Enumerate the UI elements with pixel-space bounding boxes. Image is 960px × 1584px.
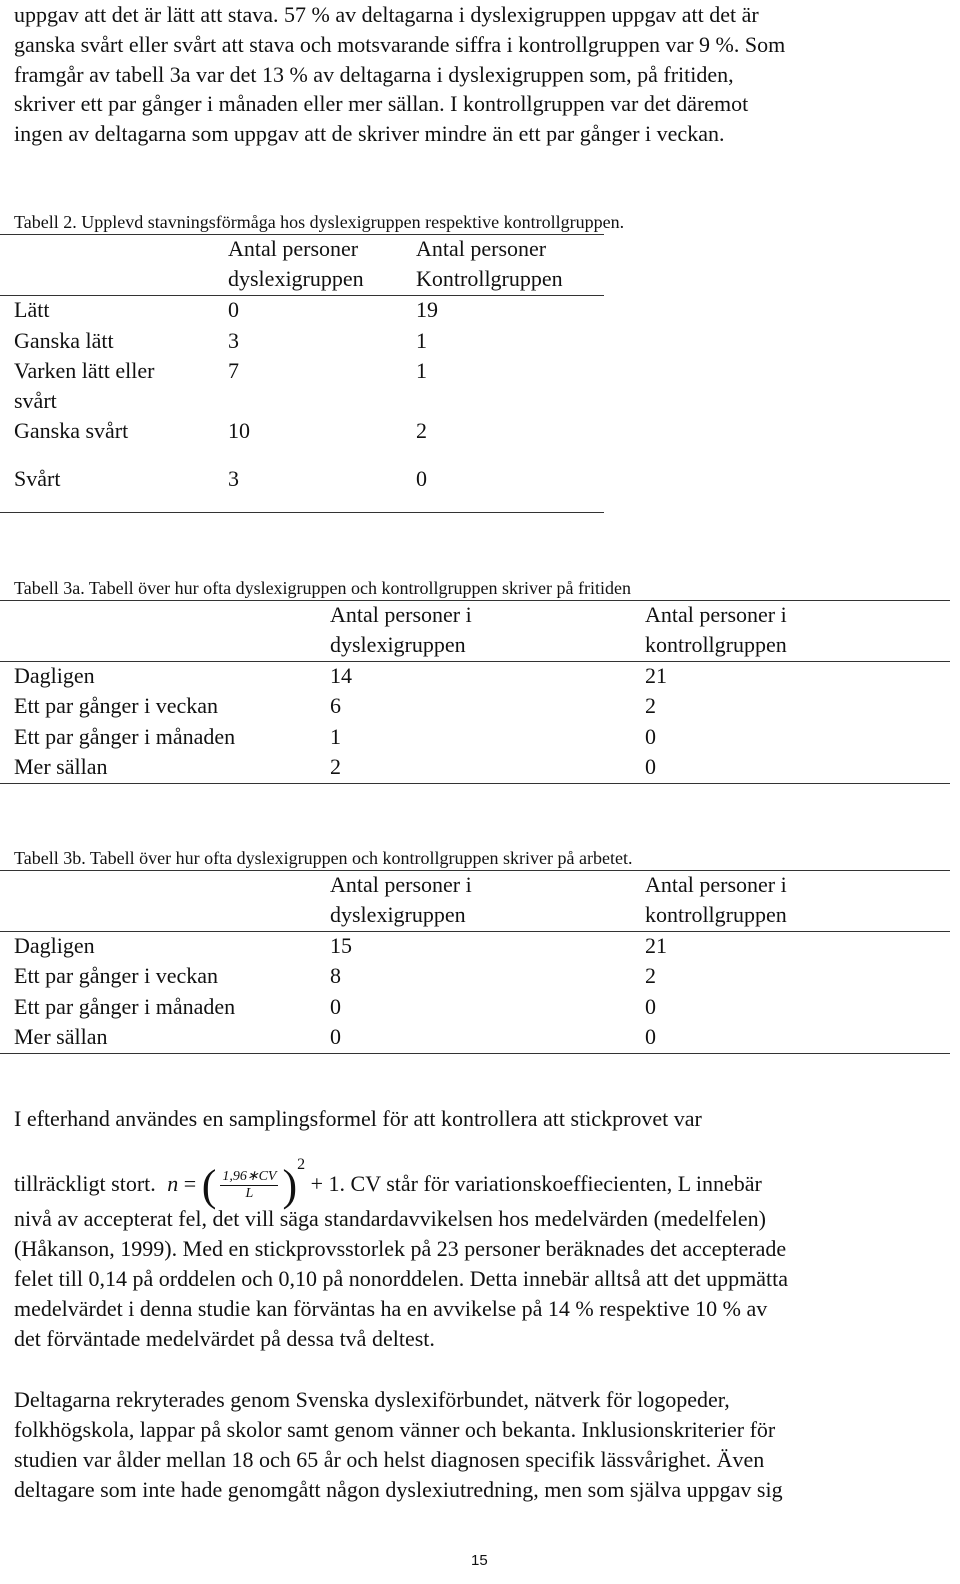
text-line: det förväntade medelvärdet på dessa två deltest. [14,1326,435,1351]
row-label: Lätt [14,297,50,322]
column-header: kontrollgruppen [645,902,787,927]
row-label: Ganska svårt [14,418,129,443]
table-cell: 10 [228,418,250,443]
formula-denominator: L [245,1186,254,1202]
row-label: Ett par gånger i veckan [14,963,219,988]
column-header: Antal personer [416,236,547,261]
formula-plus-one: + 1 [310,1171,340,1196]
table-top-rule [0,870,950,871]
table-cell: 3 [228,466,239,491]
table-cell: 3 [228,328,239,353]
table-cell: 15 [330,933,352,958]
table-cell: 2 [645,963,656,988]
row-label: Mer sällan [14,1024,108,1049]
row-label: svårt [14,388,57,413]
left-paren-icon: ( [201,1160,217,1210]
table-bottom-rule [0,512,604,513]
column-header: dyslexigruppen [330,632,466,657]
table-cell: 2 [330,754,341,779]
table-cell: 0 [645,724,656,749]
table-cell: 0 [645,994,656,1019]
table-caption: Tabell 2. Upplevd stavningsförmåga hos dyslexigruppen respektive kontrollgruppen. [14,212,625,232]
row-label: Dagligen [14,663,95,688]
table-cell: 7 [228,358,239,383]
table-bottom-rule [0,783,950,784]
text-line: felet till 0,14 på orddelen och 0,10 på nonorddelen. Detta innebär alltså att det uppmätta [14,1266,789,1291]
row-label: Varken lätt eller [14,358,155,383]
row-label: Ett par gånger i veckan [14,693,219,718]
table-top-rule [0,600,950,601]
text-line: I efterhand användes en samplingsformel för att kontrollera att stickprovet var [14,1106,702,1131]
table-cell: 1 [330,724,341,749]
text-line: ganska svårt eller svårt att stava och motsvarande siffra i kontrollgruppen var 9 %. Som [14,32,786,57]
table-cell: 6 [330,693,341,718]
table-cell: 0 [416,466,427,491]
column-header: Antal personer i [645,872,787,897]
text-span: . CV står för variationskoeffiecienten, L innebär [339,1171,762,1196]
formula-exponent: 2 [297,1156,306,1173]
table-caption: Tabell 3b. Tabell över hur ofta dyslexigruppen och kontrollgruppen skriver på arbetet. [14,848,633,868]
text-line: studien var ålder mellan 18 och 65 år och helst diagnosen specifik lässvårighet. Även [14,1447,765,1472]
sampling-formula [167,1156,340,1210]
row-label: Ett par gånger i månaden [14,724,236,749]
table-header-rule [0,931,950,932]
text-line: Deltagarna rekryterades genom Svenska dyslexiförbundet, nätverk för logopeder, [14,1387,730,1412]
text-line: skriver ett par gånger i månaden eller mer sällan. I kontrollgruppen var det däremot [14,91,749,116]
text-line: nivå av accepterat fel, det vill säga standardavvikelsen hos medelvärden (medelfelen) [14,1206,766,1231]
table-cell: 0 [228,297,239,322]
table-cell: 19 [416,297,438,322]
right-paren-icon: ) [282,1160,298,1210]
column-header: dyslexigruppen [330,902,466,927]
text-line [14,1150,762,1208]
table-cell: 8 [330,963,341,988]
text-line: folkhögskola, lappar på skolor samt genom vänner och bekanta. Inklusionskriterier för [14,1417,776,1442]
formula-fraction [220,1169,278,1202]
formula-n: n [167,1171,179,1196]
column-header: Kontrollgruppen [416,266,563,291]
row-label: Svårt [14,466,61,491]
text-line: (Håkanson, 1999). Med en stickprovsstorlek på 23 personer beräknades det accepterade [14,1236,787,1261]
column-header: kontrollgruppen [645,632,787,657]
text-line: deltagare som inte hade genomgått någon dyslexiutredning, men som själva uppgav sig [14,1477,783,1502]
table-cell: 2 [416,418,427,443]
table-cell: 0 [330,1024,341,1049]
text-line: ingen av deltagarna som uppgav att de skriver mindre än ett par gånger i veckan. [14,121,725,146]
table-cell: 0 [330,994,341,1019]
formula-numerator: 1,96∗CV [222,1169,277,1185]
column-header: Antal personer i [645,602,787,627]
text-line: uppgav att det är lätt att stava. 57 % av deltagarna i dyslexigruppen uppgav att det är [14,2,759,27]
page-number: 15 [471,1552,488,1569]
text-line: medelvärdet i denna studie kan förväntas ha en avvikelse på 14 % respektive 10 % av [14,1296,768,1321]
table-cell: 1 [416,328,427,353]
text-line: framgår av tabell 3a var det 13 % av deltagarna i dyslexigruppen som, på fritiden, [14,62,734,87]
column-header: Antal personer [228,236,359,261]
row-label: Ett par gånger i månaden [14,994,236,1019]
table-bottom-rule [0,1053,950,1054]
table-cell: 2 [645,693,656,718]
table-header-rule [0,295,604,296]
row-label: Mer sällan [14,754,108,779]
table-header-rule [0,661,950,662]
table-cell: 0 [645,754,656,779]
table-cell: 0 [645,1024,656,1049]
table-cell: 21 [645,663,667,688]
column-header: dyslexigruppen [228,266,364,291]
text-span: tillräckligt stort. [14,1171,156,1196]
table-cell: 1 [416,358,427,383]
column-header: Antal personer i [330,602,472,627]
table-caption: Tabell 3a. Tabell över hur ofta dyslexigruppen och kontrollgruppen skriver på fritiden [14,578,631,598]
table-cell: 21 [645,933,667,958]
table-cell: 14 [330,663,352,688]
row-label: Dagligen [14,933,95,958]
formula-equals: = [183,1171,197,1196]
column-header: Antal personer i [330,872,472,897]
row-label: Ganska lätt [14,328,114,353]
